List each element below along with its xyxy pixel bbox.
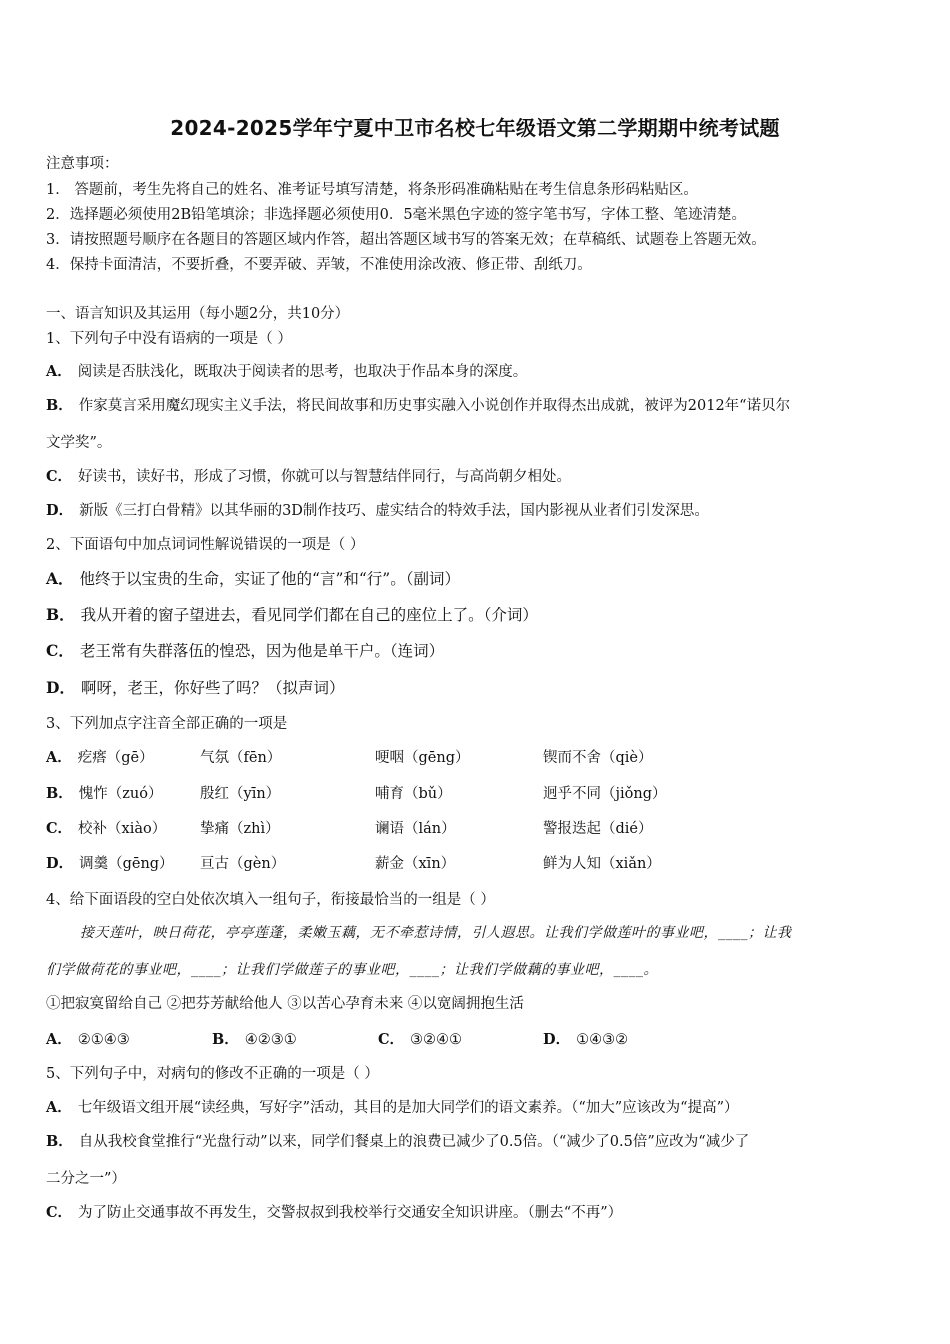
option-text: 自从我校食堂推行“光盘行动”以来，同学们餐桌上的浪费已减少了0.5倍。（“减少了0.5倍”应改为“减少了: [78, 1134, 750, 1150]
option-cell: 哽咽（gēng）: [375, 750, 470, 766]
q5-option-a: [46, 1096, 739, 1117]
option-label: B．: [46, 605, 75, 624]
q5-option-b-cont: 二分之一”）: [46, 1171, 126, 1187]
option-text: 好读书，读好书，形成了习惯，你就可以与智慧结伴同行，与高尚朝夕相处。: [78, 469, 572, 485]
notice-item-1: 1． 答题前，考生先将自己的姓名、准考证号填写清楚，将条形码准确粘贴在考生信息条形码粘贴区。: [46, 182, 698, 198]
option-text: 啊呀，老王，你好些了吗？（拟声词）: [80, 679, 345, 697]
q5-option-b: [46, 1130, 749, 1151]
option-label: B．: [212, 1031, 239, 1048]
q2-stem: 2、下面语句中加点词词性解说错误的一项是（ ）: [46, 537, 365, 553]
option-label: B．: [46, 785, 73, 802]
option-cell: 亘古（gèn）: [200, 856, 286, 872]
q4-stem: 4、给下面语段的空白处依次填入一组句子，衔接最恰当的一组是（ ）: [46, 892, 495, 908]
option-label: B．: [46, 397, 73, 414]
option-label: A．: [46, 1031, 72, 1048]
option-text: ③②④①: [410, 1032, 463, 1048]
option-cell: 调羹（gēng）: [79, 856, 174, 872]
option-label: C．: [46, 1204, 73, 1221]
option-text: 老王常有失群落伍的惶恐，因为他是单干户。（连词）: [79, 642, 445, 660]
q4-choices: ①把寂寞留给自己 ②把芬芳献给他人 ③以苦心孕育未来 ④以宽阔拥抱生活: [46, 996, 524, 1012]
q1-option-b-cont: 文学奖”。: [46, 435, 112, 451]
q5-stem: 5、下列句子中，对病句的修改不正确的一项是（ ）: [46, 1066, 379, 1082]
option-label: C．: [46, 641, 74, 660]
q1-option-c: [46, 465, 571, 486]
q2-option-b: [46, 603, 538, 625]
q1-stem: 1、下列句子中没有语病的一项是（ ）: [46, 331, 292, 347]
notice-item-4: 4．保持卡面清洁，不要折叠，不要弄破、弄皱，不准使用涂改液、修正带、刮纸刀。: [46, 257, 592, 273]
option-text: 他终于以宝贵的生命，实证了他的“言”和“行”。（副词）: [79, 570, 460, 588]
option-label: A．: [46, 1099, 72, 1116]
option-cell: 校补（xiào）: [78, 821, 167, 837]
option-label: B．: [46, 1133, 73, 1150]
option-label: C．: [46, 468, 73, 485]
option-label: A．: [46, 363, 72, 380]
option-cell: 疙瘩（gē）: [77, 750, 154, 766]
option-cell: 气氛（fēn）: [200, 750, 282, 766]
option-cell: 殷红（yīn）: [200, 786, 281, 802]
option-label: D．: [46, 502, 74, 519]
option-cell: 警报迭起（dié）: [543, 821, 653, 837]
option-text: ②①④③: [77, 1032, 130, 1048]
notice-item-3: 3．请按照题号顺序在各题目的答题区域内作答，超出答题区域书写的答案无效；在草稿纸、试题卷上答题无效。: [46, 232, 766, 248]
notice-heading: 注意事项：: [46, 156, 119, 172]
q2-option-d: [46, 676, 344, 698]
option-label: D．: [543, 1031, 571, 1048]
q2-option-c: [46, 639, 444, 661]
option-cell: 愧怍（zuó）: [78, 786, 163, 802]
option-label: C．: [378, 1031, 405, 1048]
option-cell: 迥乎不同（jiǒng）: [543, 786, 667, 802]
option-cell: 挚痛（zhì）: [200, 821, 280, 837]
option-text: 阅读是否肤浅化，既取决于阅读者的思考，也取决于作品本身的深度。: [77, 364, 528, 380]
option-text: 我从开着的窗子望进去，看见同学们都在自己的座位上了。（介词）: [80, 606, 538, 624]
page-title: 2024-2025学年宁夏中卫市名校七年级语文第二学期期中统考试题: [170, 116, 780, 140]
option-cell: 哺育（bǔ）: [375, 786, 452, 802]
section-heading: 一、语言知识及其运用（每小题2分，共10分）: [46, 306, 350, 322]
option-label: A．: [46, 569, 74, 588]
q3-stem: 3、下列加点字注音全部正确的一项是: [46, 716, 288, 732]
q4-passage-line-1: 接天莲叶，映日荷花，亭亭莲蓬，柔嫩玉藕，无不牵惹诗情，引人遐思。让我们学做莲叶的事业吧，____；让我: [80, 925, 792, 941]
option-text: 七年级语文组开展“读经典，写好字”活动，其目的是加大同学们的语文素养。（“加大”应该改为“提高”）: [77, 1100, 739, 1116]
option-label: D．: [46, 855, 74, 872]
option-text: ④②③①: [244, 1032, 297, 1048]
option-cell: 薪金（xīn）: [375, 856, 456, 872]
notice-item-2: 2．选择题必须使用2B铅笔填涂；非选择题必须使用0．5毫米黑色字迹的签字笔书写，字体工整、笔迹清楚。: [46, 207, 747, 223]
option-text: 新版《三打白骨精》以其华丽的3D制作技巧、虚实结合的特效手法，国内影视从业者们引发深思。: [79, 503, 709, 519]
option-label: D．: [46, 678, 75, 697]
q2-option-a: [46, 567, 460, 589]
option-label: A．: [46, 749, 72, 766]
option-text: ①④③②: [576, 1032, 629, 1048]
q4-passage-line-2: 们学做荷花的事业吧，____；让我们学做莲子的事业吧，____；让我们学做藕的事业吧，____。: [46, 962, 658, 978]
option-cell: 谰语（lán）: [375, 821, 456, 837]
q1-option-d: [46, 499, 709, 520]
option-text: 作家莫言采用魔幻现实主义手法，将民间故事和历史事实融入小说创作并取得杰出成就，被评为2012年“诺贝尔: [78, 398, 791, 414]
q5-option-c: [46, 1201, 622, 1222]
q1-option-b: [46, 394, 790, 415]
option-cell: 鲜为人知（xiǎn）: [543, 856, 661, 872]
option-label: C．: [46, 820, 73, 837]
option-cell: 锲而不舍（qiè）: [543, 750, 653, 766]
option-text: 为了防止交通事故不再发生，交警叔叔到我校举行交通安全知识讲座。（删去“不再”）: [78, 1205, 623, 1221]
q1-option-a: [46, 360, 527, 381]
